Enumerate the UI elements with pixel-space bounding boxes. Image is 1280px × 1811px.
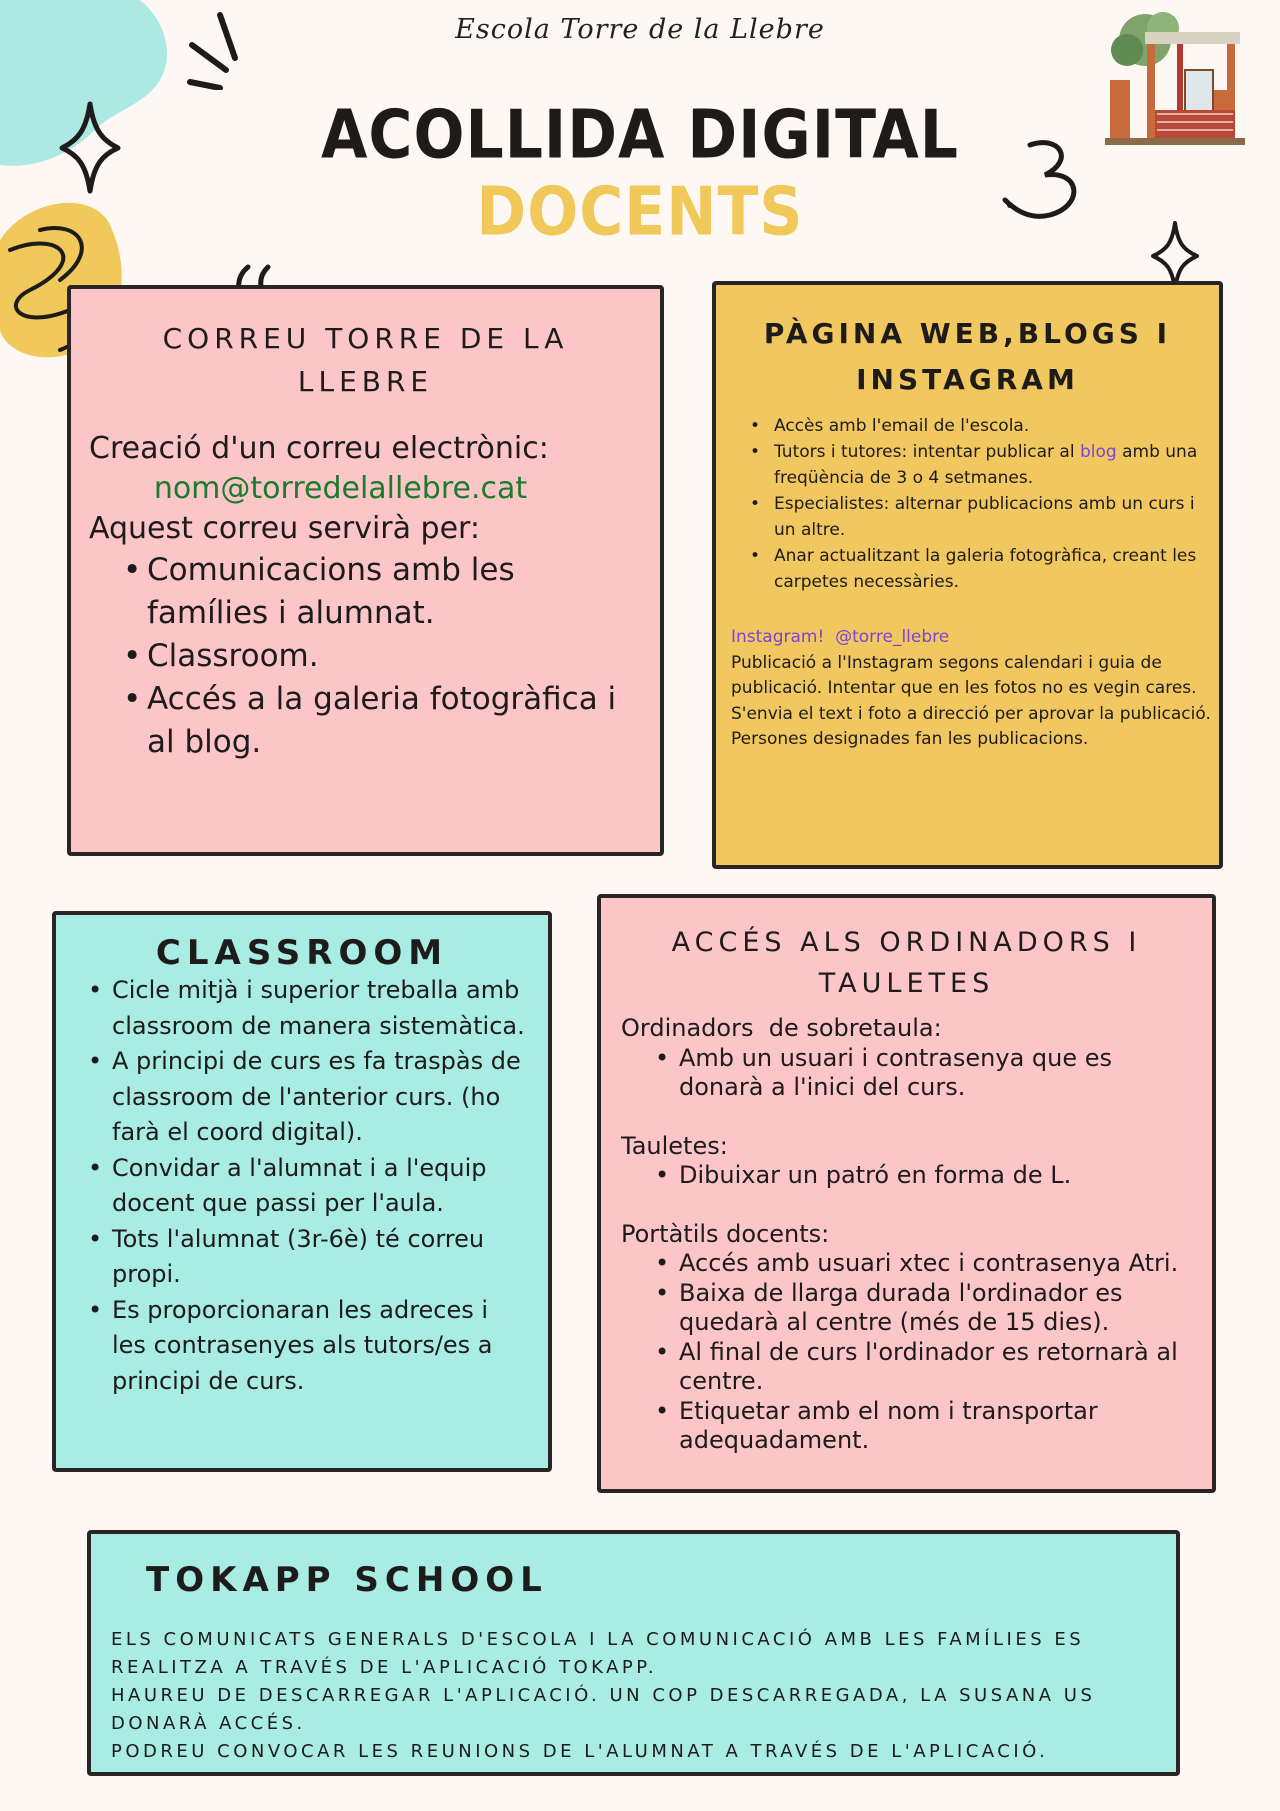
list-item: • Etiquetar amb el nom i transportar adequadament. [651,1397,1202,1456]
instagram-section [731,625,1211,753]
list-item: • Es proporcionaran les adreces i les contrasenyes als tutors/es a principi de curs. [84,1293,528,1400]
list-item: • Accés a la galeria fotogràfica i al blog. [119,678,642,764]
correu-card [67,285,664,856]
list-item: • Comunicacions amb les famílies i alumnat. [119,549,642,635]
tauletes-label: Tauletes: [621,1131,728,1160]
tokapp-card [87,1530,1180,1776]
tokapp-line: ELS COMUNICATS GENERALS D'ESCOLA I LA COMUNICACIÓ AMB LES FAMÍLIES ES REALITZA A TRAVÉS DE L'APLICACIÓ TOKAPP. [111,1629,1085,1678]
correu-heading: CORREU TORRE DE LA LLEBRE [162,322,569,398]
portatils-label: Portàtils docents: [621,1219,830,1248]
list-item: • Accés amb usuari xtec i contrasenya Atri. [651,1249,1202,1279]
list-item: • Classroom. [119,635,642,678]
ordinadors-label: Ordinadors de sobretaula: [621,1014,942,1042]
correu-intro: Creació d'un correu electrònic: [89,431,549,466]
list-item: • Baixa de llarga durada l'ordinador es quedarà al centre (més de 15 dies). [651,1279,1202,1338]
list-item-text: Tutors i tutores: intentar publicar al [774,442,1080,462]
list-item: • Accès amb l'email de l'escola. [746,413,1209,439]
list-item: • A principi de curs es fa traspàs de classroom de l'anterior curs. (ho farà el coord digital). [84,1044,528,1151]
web-heading: PÀGINA WEB,BLOGS I INSTAGRAM [763,317,1172,396]
list-item: • Dibuixar un patró en forma de L. [651,1161,1202,1191]
school-name: Escola Torre de la Llebre [455,14,825,45]
list-item: • Cicle mitjà i superior treballa amb classroom de manera sistemàtica. [84,973,528,1044]
tokapp-heading: TOKAPP SCHOOL [146,1560,548,1600]
list-item-text: amb una freqüència de 3 o 4 setmanes. [774,442,1198,488]
tokapp-line: PODREU CONVOCAR LES REUNIONS DE L'ALUMNAT A TRAVÉS DE L'APLICACIÓ. [111,1741,1049,1762]
list-item [746,439,1209,491]
page-title: ACOLLIDA DIGITAL [320,95,960,175]
classroom-heading: CLASSROOM [155,933,449,973]
web-blogs-card [712,281,1223,869]
classroom-list [84,973,528,1399]
portatils-list [651,1249,1202,1456]
acces-heading: ACCÉS ALS ORDINADORS I TAULETES [671,927,1142,999]
correu-uses-intro: Aquest correu servirà per: [89,511,480,546]
page-subtitle: DOCENTS [476,172,804,252]
list-item: • Especialistes: alternar publicacions amb un curs i un altre. [746,491,1209,543]
blog-link[interactable]: blog [1079,442,1117,462]
ordinadors-list [651,1044,1202,1103]
tauletes-list [651,1161,1202,1191]
list-item: • Amb un usuari i contrasenya que es donarà a l'inici del curs. [651,1044,1202,1103]
correu-uses-list [119,549,642,764]
web-list [746,413,1209,595]
acces-ordinadors-card [597,894,1216,1493]
list-item: • Al final de curs l'ordinador es retornarà al centre. [651,1338,1202,1397]
list-item: • Convidar a l'alumnat i a l'equip docent que passi per l'aula. [84,1151,528,1222]
tokapp-line: HAUREU DE DESCARREGAR L'APLICACIÓ. UN COP DESCARREGADA, LA SUSANA US DONARÀ ACCÉS. [111,1685,1096,1734]
list-item: • Anar actualitzant la galeria fotogràfica, creant les carpetes necessàries. [746,543,1209,595]
instagram-text: Publicació a l'Instagram segons calendari i guia de publicació. Intentar que en les fotos no es vegin cares. S'envia el text i foto a direcció per aprovar la publicació. Persones designades fan les publicacions. [731,652,1211,749]
school-email: nom@torredelallebre.cat [153,471,528,506]
list-item: • Tots l'alumnat (3r-6è) té correu propi. [84,1222,528,1293]
classroom-card [52,911,552,1472]
instagram-handle[interactable]: Instagram! @torre_llebre [731,627,950,647]
